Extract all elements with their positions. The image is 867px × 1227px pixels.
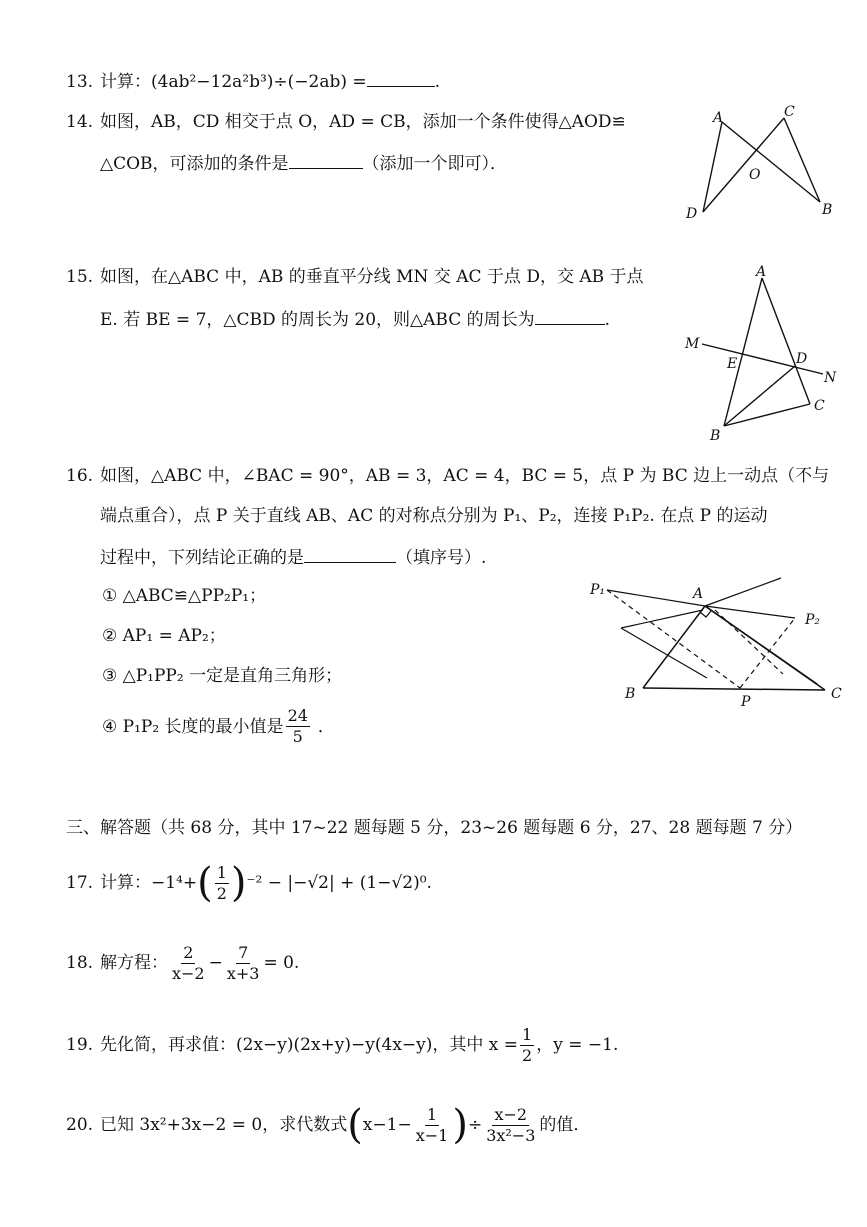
- denominator: 2: [216, 883, 227, 903]
- numerator: 24: [287, 706, 308, 725]
- question-text-line2: 端点重合），点 P 关于直线 AB、AC 的对称点分别为 P₁、P₂，连接 P₁P₂. 在点 P 的运动: [100, 506, 768, 526]
- question-text-line1: 如图，在△ABC 中，AB 的垂直平分线 MN 交 AC 于点 D，交 AB 于点: [100, 267, 644, 287]
- answer-blank: [535, 306, 605, 325]
- question-number: 14.: [66, 112, 94, 132]
- question-15-line2: [100, 306, 610, 332]
- denominator: 3x²−3: [486, 1125, 536, 1145]
- label-P2: P₂: [805, 612, 821, 628]
- question-16-line2: [100, 504, 767, 528]
- denominator: 5: [292, 727, 303, 746]
- question-number: 15.: [66, 267, 94, 287]
- paren-right: ): [230, 860, 247, 906]
- label-N: N: [824, 370, 837, 386]
- label-O: O: [749, 167, 761, 183]
- divide-sign: ÷: [467, 1115, 483, 1135]
- denominator: x+3: [226, 963, 260, 983]
- question-16: [66, 464, 829, 488]
- minus-sign: −: [208, 953, 223, 973]
- question-number: 19.: [66, 1035, 94, 1055]
- question-text-line2-end: （添加一个即可）．: [362, 154, 508, 174]
- question-text: 先化简，再求值：(2x−y)(2x+y)−y(4x−y)，其中 x =: [100, 1035, 519, 1055]
- label-B: B: [625, 686, 636, 702]
- question-17: [66, 858, 432, 908]
- fraction-1-2: [215, 863, 229, 904]
- option-4: [102, 706, 335, 747]
- question-text: 解方程：: [100, 953, 168, 973]
- figure-q15: [680, 258, 860, 448]
- numerator: 7: [238, 942, 249, 962]
- question-text-line2: E. 若 BE = 7，△CBD 的周长为 20，则△ABC 的周长为: [100, 310, 535, 330]
- numerator: x−2: [494, 1104, 528, 1124]
- label-E: E: [727, 356, 738, 372]
- label-A: A: [713, 110, 724, 126]
- option-1: ① △ABC≌△PP₂P₁；: [102, 586, 267, 606]
- numerator: 1: [426, 1104, 438, 1124]
- question-number: 16.: [66, 466, 94, 486]
- denominator: x−2: [172, 963, 205, 983]
- question-19: [66, 1020, 618, 1070]
- question-number: 18.: [66, 953, 94, 973]
- label-A: A: [693, 586, 704, 602]
- question-number: 13.: [66, 72, 94, 92]
- label-B: B: [710, 428, 721, 444]
- figure-q14: [680, 100, 850, 230]
- question-13: [66, 68, 440, 94]
- question-14: [66, 110, 626, 134]
- question-text-line2: △COB，可添加的条件是: [100, 154, 289, 174]
- label-C: C: [831, 686, 842, 702]
- option-2: ② AP₁ = AP₂；: [102, 626, 226, 646]
- section-heading: 三、解答题（共 68 分，其中 17~22 题每题 5 分，23~26 题每题 6 分，27、28 题每题 7 分）: [66, 818, 803, 838]
- answer-blank: [289, 150, 363, 169]
- label-D: D: [686, 206, 698, 222]
- answer-blank: [367, 68, 435, 87]
- label-C: C: [784, 104, 795, 120]
- numerator: 1: [522, 1024, 533, 1044]
- question-15: [66, 265, 644, 289]
- answer-blank: [304, 544, 396, 563]
- label-M: M: [685, 336, 700, 352]
- punctuation: .: [434, 72, 441, 92]
- question-18: [66, 938, 299, 988]
- label-P1: P₁: [590, 582, 606, 598]
- question-number: 20.: [66, 1115, 94, 1135]
- paren-left: (: [347, 1102, 363, 1148]
- question-text-end: 的值．: [539, 1115, 591, 1135]
- label-C: C: [814, 398, 825, 414]
- question-20: [66, 1100, 590, 1150]
- fraction-2: [484, 1105, 537, 1146]
- question-text: 计算：(4ab²−12a²b³)÷(−2ab) =: [100, 72, 367, 92]
- question-text-end: ，y = −1.: [536, 1035, 619, 1055]
- punctuation: ．: [317, 716, 335, 737]
- denominator: 2: [522, 1045, 533, 1065]
- label-P: P: [741, 694, 751, 710]
- question-14-line2: [100, 150, 507, 176]
- numerator: 2: [183, 942, 194, 962]
- question-text-line3-end: （填序号）.: [396, 548, 487, 568]
- fraction-1: [414, 1105, 451, 1146]
- fraction-24-5: [286, 706, 310, 747]
- denominator: x−1: [415, 1125, 449, 1145]
- question-text: 计算：−1⁴+: [100, 873, 198, 893]
- question-text-end: ⁻² − |−√2| + (1−√2)⁰.: [246, 873, 432, 893]
- question-number: 17.: [66, 873, 94, 893]
- paren-right: ): [452, 1102, 468, 1148]
- question-text-line1: 如图，AB，CD 相交于点 O，AD = CB，添加一个条件使得△AOD≌: [100, 112, 626, 132]
- fraction-2: [225, 943, 262, 984]
- question-text-line1: 如图，△ABC 中，∠BAC = 90°，AB = 3，AC = 4，BC = 5，点 P 为 BC 边上一动点（不与: [100, 466, 830, 486]
- option-4-text: ④ P₁P₂ 长度的最小值是: [102, 716, 284, 737]
- label-B: B: [822, 202, 833, 218]
- punctuation: .: [604, 310, 611, 330]
- question-text-line3: 过程中，下列结论正确的是: [100, 548, 304, 568]
- question-text: 已知 3x²+3x−2 = 0，求代数式: [100, 1115, 348, 1135]
- fraction-1: [170, 943, 207, 984]
- label-A: A: [756, 264, 767, 280]
- numerator: 1: [216, 862, 227, 882]
- figure-q16: [585, 550, 855, 710]
- paren-left: (: [197, 860, 213, 906]
- expression-inner: x−1−: [362, 1115, 412, 1135]
- question-16-line3: [100, 544, 486, 570]
- label-D: D: [796, 351, 808, 367]
- option-3: ③ △P₁PP₂ 一定是直角三角形；: [102, 666, 343, 686]
- question-text-end: = 0.: [263, 953, 300, 973]
- fraction-1-2: [520, 1025, 534, 1066]
